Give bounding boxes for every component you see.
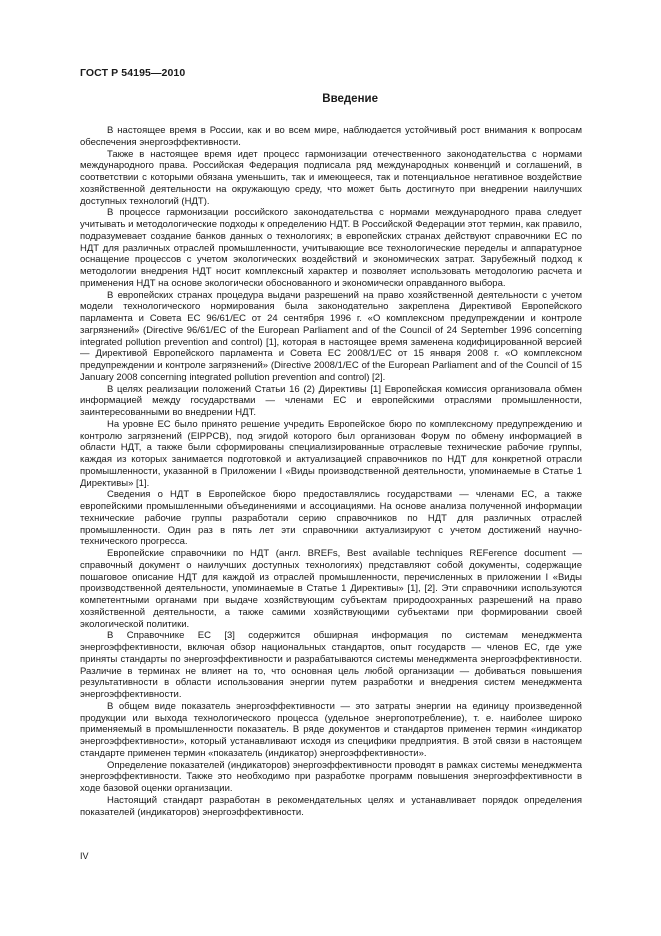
paragraph: В Справочнике ЕС [3] содержится обширная информация по системам менеджмента энергоэффективности, включая обзор национальных стандартов, опыт государств — членов ЕС, где уже приняты стандарты по энергоэффективности и разрабатываются системы менеджмента энергоэффективности. Различие в терминах не влияет на то, что основная цель любой организации — добиваться повышения результативности в области использования энергии путем разработки и внедрения систем менеджмента энергоэффективности. <box>80 630 582 700</box>
body-text <box>80 125 582 818</box>
document-header-standard-id: ГОСТ Р 54195—2010 <box>80 67 186 79</box>
paragraph: В процессе гармонизации российского законодательства с нормами международного права следует учитывать и методологические подходы к определению НДТ. В Российской Федерации этот термин, как правило, подразумевает создание банков данных о технологиях; в европейских странах действуют справочники ЕС по НДТ для различных отраслей промышленности, учитывающие все технологические переделы и аппаратурное оснащение процессов с учетом экологических воздействий и экономических затрат. Зарубежный подход к методологии внедрения НДТ носит комплексный характер и позволяет использовать методологию расчета и применения НДТ на основе экологически обоснованного и экономически оправданного выбора. <box>80 207 582 289</box>
paragraph: Европейские справочники по НДТ (англ. BREFs, Best available techniques REFerence document — справочный документ о наилучших доступных технологиях) представляют собой документы, содержащие пошаговое описание НДТ для каждой из отраслей промышленности, перечисленных в приложении I «Виды производственной деятельности, упоминаемые в Статье 1 Директивы» [1], [2]. Эти справочники используются компетентными органами при выдаче хозяйствующим субъектам природоохранных разрешений на право хозяйственной деятельности, а также самими хозяйствующими субъектами при формировании своей экологической политики. <box>80 548 582 630</box>
paragraph: Также в настоящее время идет процесс гармонизации отечественного законодательства с нормами международного права. Российская Федерация подписала ряд международных конвенций и соглашений, в соответствии с которыми обязана уменьшить, так и имеющееся, так и потенциальное негативное воздействие хозяйственной деятельности на окружающую среду, что может быть достигнуто при внедрении наилучших доступных технологий (НДТ). <box>80 148 582 207</box>
paragraph: В общем виде показатель энергоэффективности — это затраты энергии на единицу произведенной продукции или выхода технологического процесса (удельное энергопотребление), т. е. наиболее широко применяемый в промышленности показатель. В ряде документов и стандартов применен термин «индикатор энергоэффективности», который устанавливают исходя из специфики предприятия. В этой связи в настоящем стандарте применен термин «показатель (индикатор) энергоэффективности». <box>80 700 582 759</box>
paragraph: Настоящий стандарт разработан в рекомендательных целях и устанавливает порядок определения показателей (индикаторов) энергоэффективности. <box>80 794 582 818</box>
paragraph: Сведения о НДТ в Европейское бюро предоставлялись государствами — членами ЕС, а также европейскими промышленными объединениями и ассоциациями. На основе анализа полученной информации технические рабочие группы разработали серию справочников по НДТ для различных отраслей промышленности. Один раз в пять лет эти справочники актуализируют с учетом достижений научно-технического прогресса. <box>80 489 582 548</box>
section-title: Введение <box>322 93 378 105</box>
page-number: IV <box>80 851 89 861</box>
paragraph: В целях реализации положений Статьи 16 (2) Директивы [1] Европейская комиссия организовала обмен информацией между государствами — членами ЕС и европейскими отраслями промышленности, заинтересованными во внедрении НДТ. <box>80 383 582 418</box>
paragraph: Определение показателей (индикаторов) энергоэффективности проводят в рамках системы менеджмента энергоэффективности. Также это необходимо при разработке программ повышения энергоэффективности в ходе базовой оценки организации. <box>80 759 582 794</box>
paragraph: В настоящее время в России, как и во всем мире, наблюдается устойчивый рост внимания к вопросам обеспечения энергоэффективности. <box>80 125 582 148</box>
paragraph: На уровне ЕС было принято решение учредить Европейское бюро по комплексному предупреждению и контролю загрязнений (EIPPCB), под эгидой которого был организован Форум по обмену информацией в области НДТ, а также были сформированы специализированные отраслевые технические рабочие группы, каждая из которых занимается подготовкой и актуализацией справочников по НДТ для конкретной отрасли промышленности, указанной в Приложении I «Виды производственной деятельности, упоминаемые в Статье 1 Директивы» [1]. <box>80 418 582 489</box>
paragraph: В европейских странах процедура выдачи разрешений на право хозяйственной деятельности с учетом модели технологического нормирования была законодательно закреплена Директивой Европейского парламента и Совета ЕС 96/61/ЕС от 24 сентября 1996 г. «О комплексном предупреждении и контроле загрязнений» (Directive 96/61/EC of the European Parliament and of the Council of 24 September 1996 concerning integrated pollution prevention and control) [1], которая в настоящее время заменена кодифицированной версией — Директивой Европейского парламента и Совета ЕС 2008/1/ЕС от 15 января 2008 г. «О комплексном предупреждении и контроле загрязнений» (Directive 2008/1/EC of the European Parliament and of the Council of 15 January 2008 concerning integrated pollution prevention and control) [2]. <box>80 289 582 383</box>
